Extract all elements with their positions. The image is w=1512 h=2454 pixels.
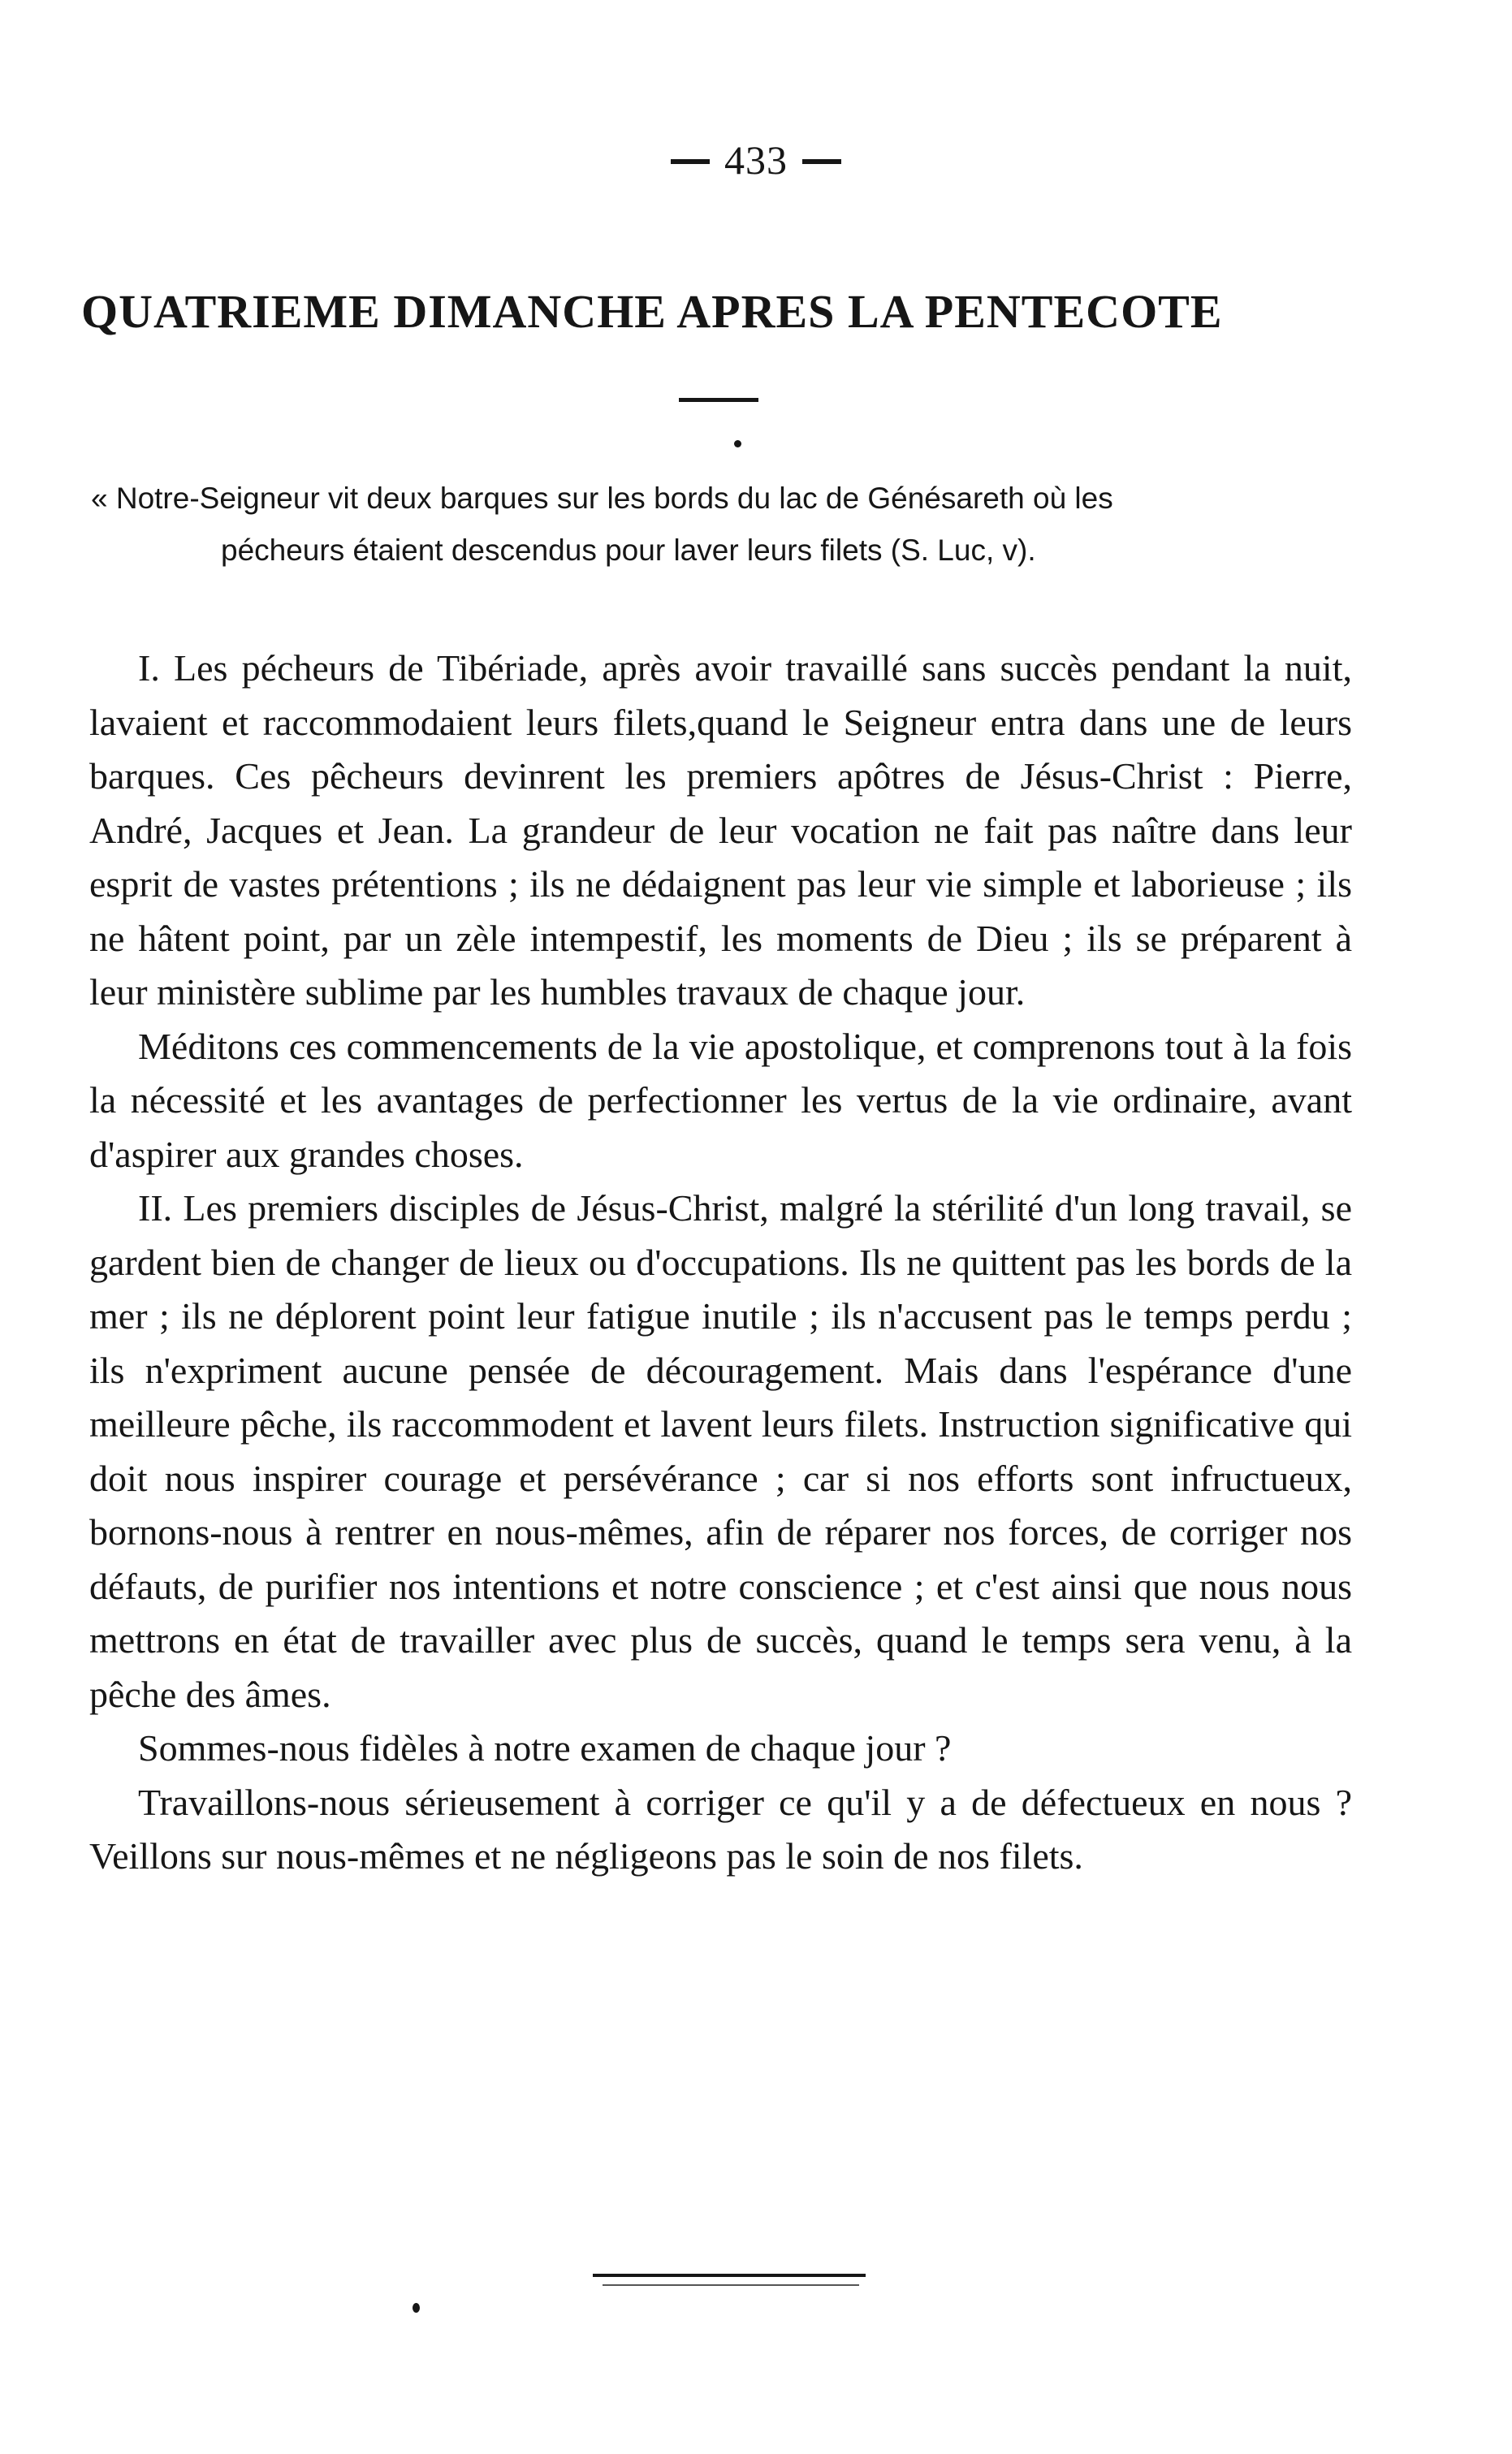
page-number-header — [0, 136, 1512, 184]
body-text — [89, 642, 1352, 1884]
ornament-dot-bottom — [413, 2303, 420, 2313]
title-divider — [679, 398, 758, 402]
page-number-dash-right — [802, 159, 841, 164]
page-number: 433 — [724, 137, 788, 183]
page-number-dash-left — [671, 159, 710, 164]
paragraph-4: Sommes-nous fidèles à notre examen de chaque jour ? — [138, 1727, 952, 1769]
ornament-dot — [734, 440, 741, 447]
paragraph-3: II. Les premiers disciples de Jésus-Christ, malgré la stérilité d'un long travail, se gardent bien de changer de lieux ou d'occupations. Ils ne quittent pas les bords de la mer ; ils ne déplorent point leur fatigue inutile ; ils n'accusent pas le temps perdu ; ils n'expriment aucune pensée de découragement. Mais dans l'espérance d'une meilleure pêche, ils raccommodent et lavent leurs filets. Instruction significative qui doit nous inspirer courage et persévérance ; car si nos efforts sont infructueux, bornons-nous à rentrer en nous-mêmes, afin de réparer nos forces, de corriger nos défauts, de purifier nos intentions et notre conscience ; et c'est ainsi que nous nous mettrons en état de travailler avec plus de succès, quand le temps sera venu, à la pêche des âmes. — [89, 1187, 1352, 1715]
paragraph-2: Méditons ces commencements de la vie apostolique, et comprenons tout à la fois la nécessité et les avantages de perfectionner les vertus de la vie ordinaire, avant d'aspirer aux grandes choses. — [89, 1025, 1352, 1175]
closing-rule — [593, 2274, 866, 2277]
closing-rule-thin — [603, 2284, 859, 2286]
paragraph-5: Travaillons-nous sérieusement à corriger ce qu'il y a de défectueux en nous ? Veillons sur nous-mêmes et ne négligeons pas le soin de nos filets. — [89, 1781, 1352, 1877]
paragraph-1: I. Les pécheurs de Tibériade, après avoir travaillé sans succès pendant la nuit, lavaient et raccommodaient leurs filets,quand le Seigneur entra dans une de leurs barques. Ces pêcheurs devinrent les premiers apôtres de Jésus-Christ : Pierre, André, Jacques et Jean. La grandeur de leur vocation ne fait pas naître dans leur esprit de vastes prétentions ; ils ne dédaignent pas leur vie simple et laborieuse ; ils ne hâtent point, par un zèle intempestif, les moments de Dieu ; ils se préparent à leur ministère sublime par les humbles travaux de chaque jour. — [89, 647, 1352, 1013]
epigraph-line-2: pécheurs étaient descendus pour laver leurs filets (S. Luc, v). — [221, 534, 1036, 567]
epigraph — [91, 473, 1350, 577]
chapter-title: QUATRIEME DIMANCHE APRES LA PENTECOTE — [81, 285, 1223, 338]
epigraph-line-1: « Notre-Seigneur vit deux barques sur les bords du lac de Génésareth où les — [91, 482, 1113, 515]
